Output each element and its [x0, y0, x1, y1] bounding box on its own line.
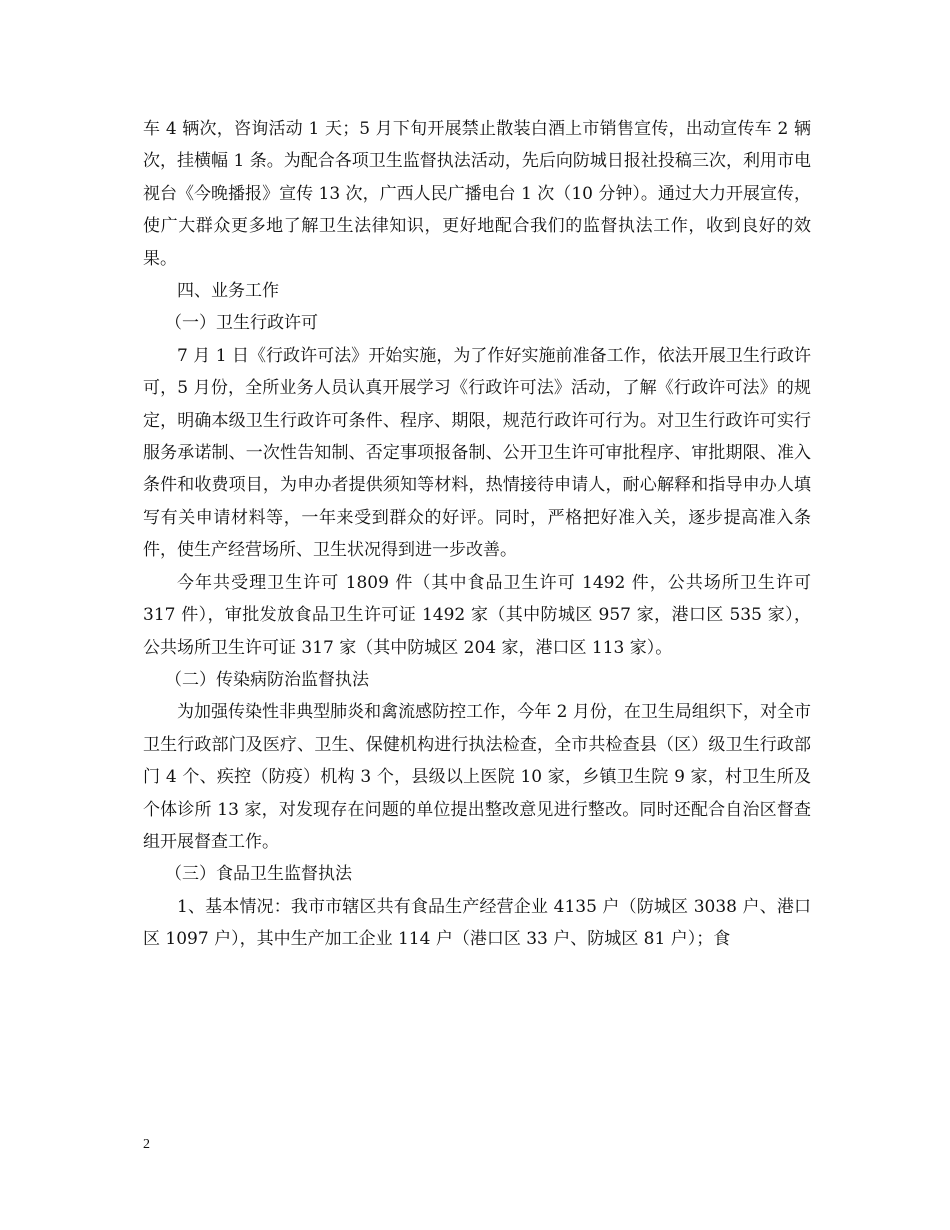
paragraph-publicity-continued: 车 4 辆次，咨询活动 1 天；5 月下旬开展禁止散装白酒上市销售宣传，出动宣传车 2 辆次，挂横幅 1 条。为配合各项卫生监督执法活动，先后向防城日报社投稿三次，利用市电视台《今晚播报》宣传 13 次，广西人民广播电台 1 次（10 分钟）。通过大力开展宣传，使广大群众更多地了解卫生法律知识，更好地配合我们的监督执法工作，收到良好的效果。 — [143, 119, 811, 269]
paragraph-licensing-statistics: 今年共受理卫生许可 1809 件（其中食品卫生许可 1492 件，公共场所卫生许可 317 件），审批发放食品卫生许可证 1492 家（其中防城区 957 家，港口区 535 家），公共场所卫生许可证 317 家（其中防城区 204 家，港口区 113 家）。 — [143, 572, 811, 658]
subheading-administrative-licensing: （一）卫生行政许可 — [165, 313, 318, 334]
page-number: 2 — [143, 1137, 150, 1152]
section-heading-business-work: 四、业务工作 — [177, 281, 279, 302]
subheading-food-hygiene: （三）食品卫生监督执法 — [165, 864, 352, 885]
paragraph-licensing-law: 7 月 1 日《行政许可法》开始实施，为了作好实施前准备工作，依法开展卫生行政许可，5 月份，全所业务人员认真开展学习《行政许可法》活动，了解《行政许可法》的规定，明确本级卫生行政许可条件、程序、期限，规范行政许可行为。对卫生行政许可实行服务承诺制、一次性告知制、否定事项报备制、公开卫生许可审批程序、审批期限、准入条件和收费项目，为申办者提供须知等材料，热情接待申请人，耐心解释和指导申办人填写有关申请材料等，一年来受到群众的好评。同时，严格把好准入关，逐步提高准入条件，使生产经营场所、卫生状况得到进一步改善。 — [143, 345, 811, 561]
subheading-infectious-disease: （二）传染病防治监督执法 — [165, 669, 369, 690]
paragraph-food-hygiene-basics: 1、基本情况：我市市辖区共有食品生产经营企业 4135 户（防城区 3038 户、港口区 1097 户），其中生产加工企业 114 户（港口区 33 户、防城区 81 户）；食 — [143, 896, 811, 950]
document-body — [143, 113, 811, 956]
paragraph-infectious-disease: 为加强传染性非典型肺炎和禽流感防控工作，今年 2 月份，在卫生局组织下，对全市卫生行政部门及医疗、卫生、保健机构进行执法检查，全市共检查县（区）级卫生行政部门 4 个、疾控（防疫）机构 3 个，县级以上医院 10 家，乡镇卫生院 9 家，村卫生所及个体诊所 13 家，对发现存在问题的单位提出整改意见进行整改。同时还配合自治区督查组开展督查工作。 — [143, 702, 811, 852]
